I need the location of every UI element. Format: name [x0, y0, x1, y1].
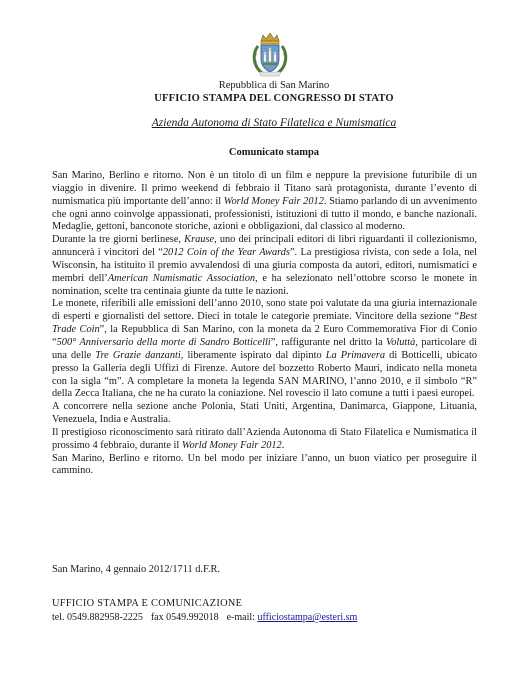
email-label: e-mail:: [226, 612, 255, 623]
press-release-body: [52, 170, 477, 478]
paragraph-3: Le monete, riferibili alle emissioni dell’anno 2010, sono state poi valutate da una giuria internazionale di esperti e giornalisti del settore. Dieci in totale le categorie premiate. Vincitore della sezione “Best Trade Coin”, la Repubblica di San Marino, con la moneta da 2 Euro Commemorativa Fior di Conio “500° Anniversario della morte di Sandro Botticelli”, raffigurante nel dritto la Voluttà, particolare di una delle Tre Grazie danzanti, liberamente ispirato dal dipinto La Primavera di Botticelli, ubicato presso la Galleria degli Uffizi di Firenze. Autore del bozzetto Roberto Mauri, indicato nella moneta con la sigla “m”. A completare la moneta la legenda SAN MARINO, l’anno 2010, e il simbolo “R” della Zecca Italiana, che ne ha curato la coniazione. Nel rovescio il lato comune a tutti i paesi europei.: [52, 298, 477, 400]
document-type: Comunicato stampa: [228, 147, 320, 158]
paragraph-6: San Marino, Berlino e ritorno. Un bel modo per iniziare l’anno, un buon viatico per proseguire il cammino.: [52, 452, 477, 477]
republic-name: Repubblica di San Marino: [218, 80, 330, 91]
contact-line: [52, 612, 357, 623]
paragraph-5: Il prestigioso riconoscimento sarà ritirato dall’Azienda Autonoma di Stato Filatelica e Numismatica il prossimo 4 febbraio, durante il World Money Fair 2012.: [52, 426, 477, 451]
paragraph-4: A concorrere nella sezione anche Polonia, Stati Uniti, Argentina, Danimarca, Giappone, Lituania, Venezuela, India e Australia.: [52, 401, 477, 426]
paragraph-1: San Marino, Berlino e ritorno. Non è un titolo di un film e neppure la previsione futuribile di un viaggio in divenire. Il primo weekend di febbraio il Titano sarà protagonista, durante l’evento di numismatica più importante dell’anno: il World Money Fair 2012. Stiamo parlando di un avvenimento che ogni anno coinvolge appassionati, professionisti, istituzioni di tutto il mondo, e banche nazionali. Medaglie, gettoni, banconote storiche, azioni e obbligazioni, dal classico al moderno.: [52, 170, 478, 233]
email-link[interactable]: ufficiostampa@esteri.sm: [257, 612, 358, 623]
agency-name: Azienda Autonoma di Stato Filatelica e Numismatica: [151, 117, 397, 129]
paragraph-2: Durante la tre giorni berlinese, Krause, uno dei principali editori di libri riguardanti il collezionismo, annuncerà i vincitori del “2012 Coin of the Year Awards”. La prestigiosa rivista, con sede a Iola, nel Wisconsin, ha istituito il premio avvalendosi di una giuria composta da autori, editori, numismatici e membri dell’American Numismatic Association, e ha selezionato nell’ottobre scorso le monete in nomination, scelte tra centinaia giunte da tutte le nazioni.: [52, 234, 478, 297]
office-title: UFFICIO STAMPA DEL CONGRESSO DI STATO: [154, 93, 394, 104]
fax: fax 0549.992018: [150, 612, 219, 623]
coat-of-arms-icon: [250, 32, 290, 78]
telephone: tel. 0549.882958-2225: [52, 612, 143, 623]
signature-office: UFFICIO STAMPA E COMUNICAZIONE: [52, 598, 243, 609]
release-date: San Marino, 4 gennaio 2012/1711 d.F.R.: [52, 564, 221, 575]
